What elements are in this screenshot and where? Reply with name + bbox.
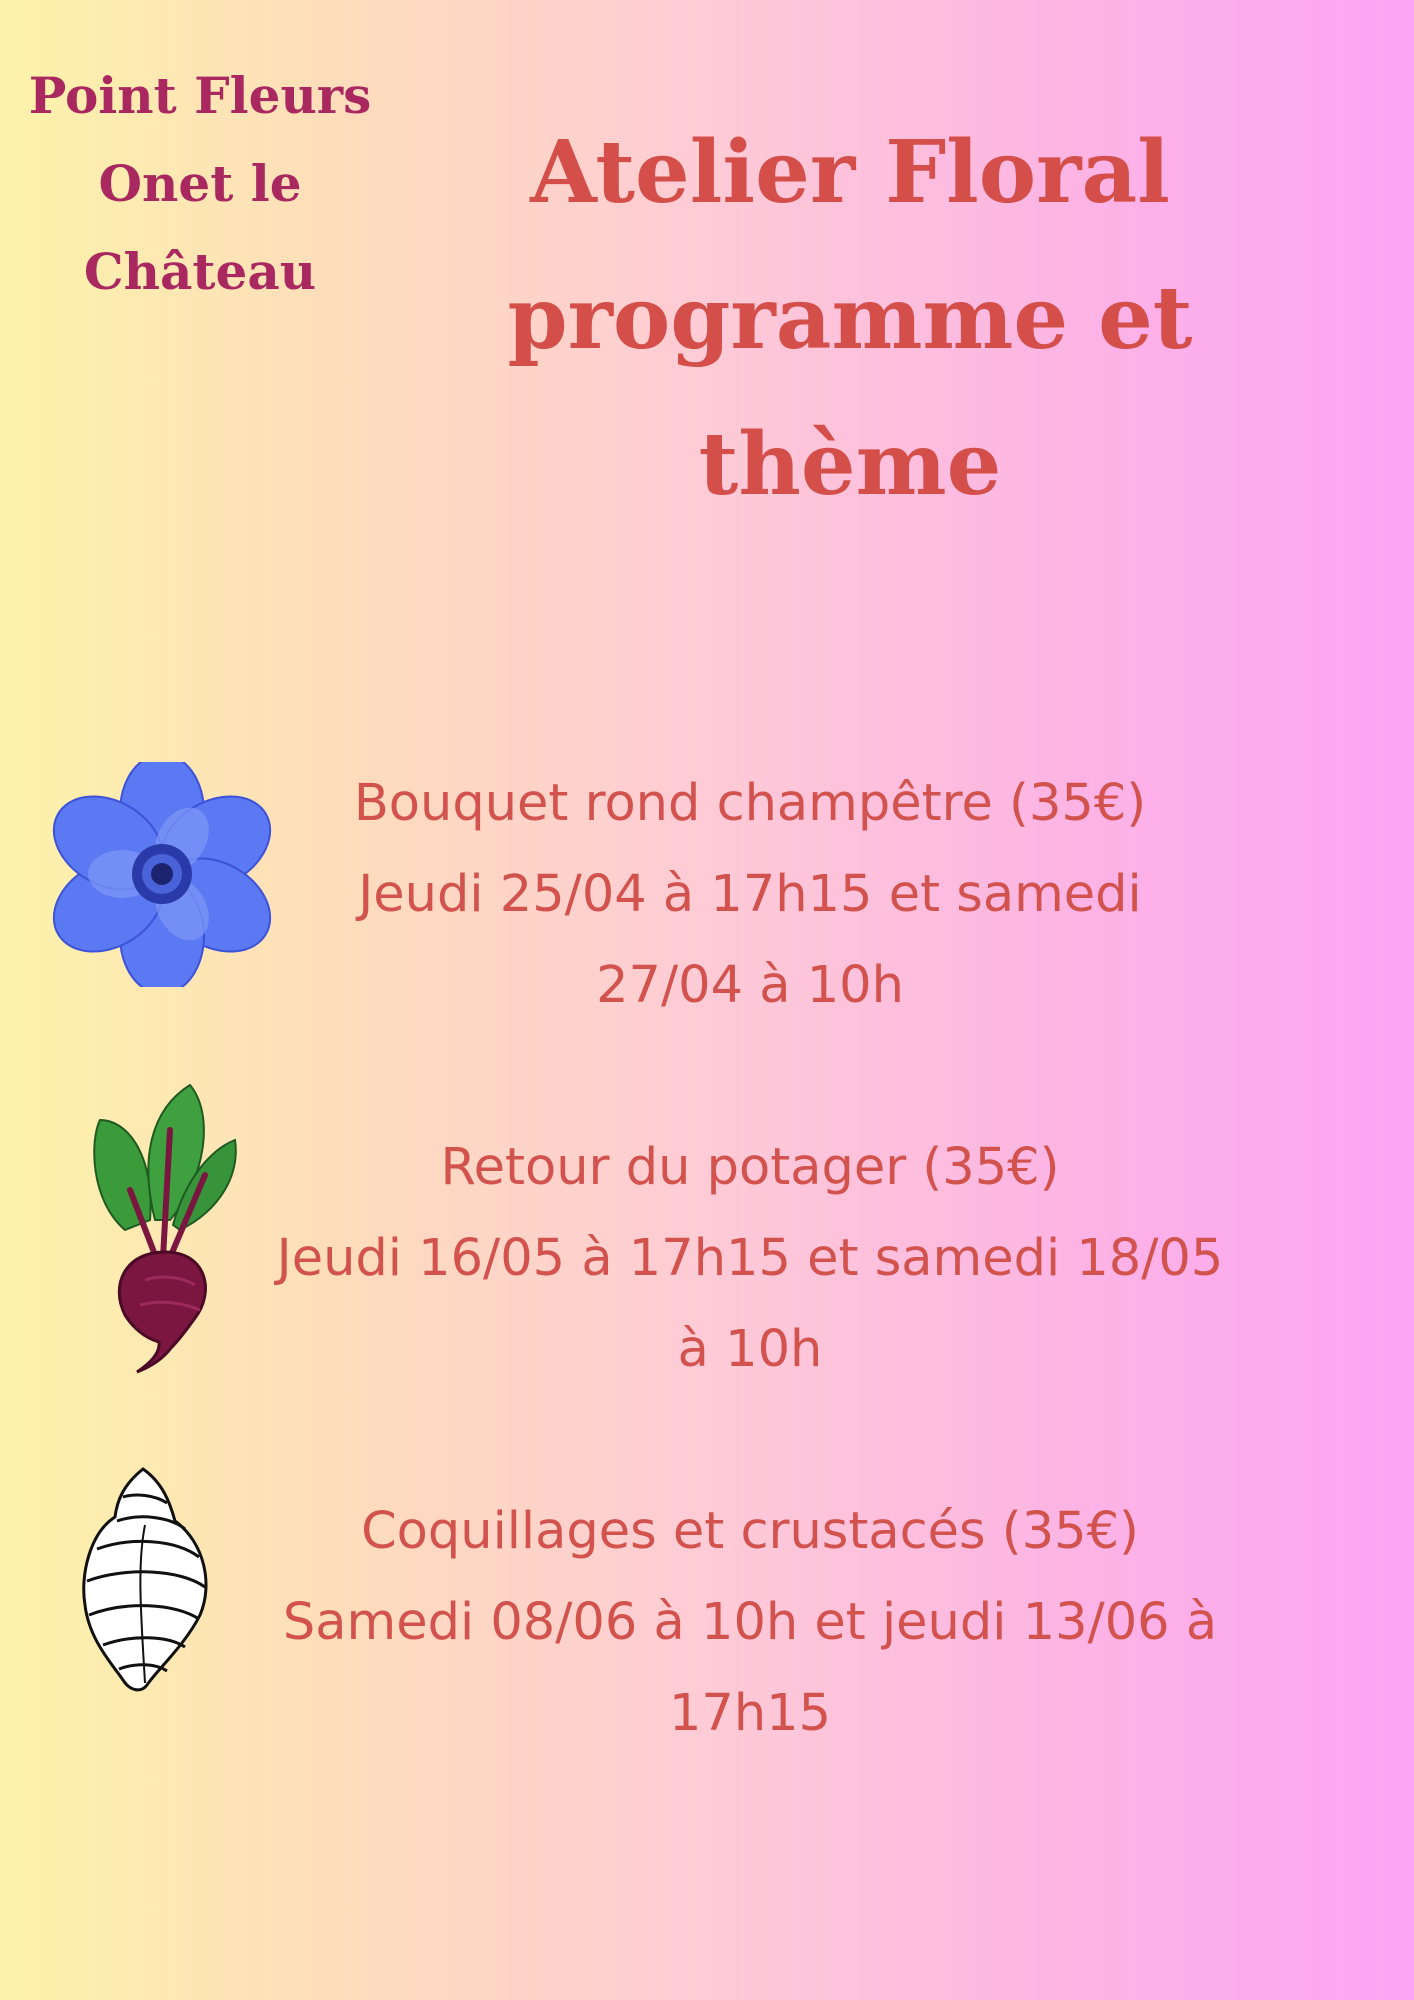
workshop-dates: Jeudi 16/05 à 17h15 et samedi 18/05 bbox=[276, 1229, 1224, 1288]
shop-name-line-1: Point Fleurs bbox=[28, 66, 372, 125]
workshop-coquillages bbox=[190, 1486, 1310, 1759]
workshop-retour-potager bbox=[190, 1122, 1310, 1395]
title-line-3: thème bbox=[698, 414, 1002, 515]
workshop-dates: Jeudi 25/04 à 17h15 et samedi bbox=[358, 865, 1142, 924]
workshop-dates-continued: 17h15 bbox=[668, 1684, 832, 1743]
workshop-dates: Samedi 08/06 à 10h et jeudi 13/06 à bbox=[282, 1593, 1218, 1652]
title-line-1: Atelier Floral bbox=[530, 122, 1170, 223]
title-line-2: programme et bbox=[507, 268, 1193, 369]
workshop-bouquet-rond bbox=[190, 758, 1310, 1031]
workshop-dates-continued: 27/04 à 10h bbox=[596, 956, 904, 1015]
shop-name-line-2: Onet le bbox=[98, 154, 302, 213]
workshop-title: Retour du potager (35€) bbox=[440, 1138, 1060, 1197]
workshop-dates-continued: à 10h bbox=[677, 1320, 823, 1379]
shop-name-line-3: Château bbox=[83, 242, 317, 301]
shop-name bbox=[25, 52, 375, 316]
workshop-title: Bouquet rond champêtre (35€) bbox=[353, 774, 1147, 833]
page-title bbox=[440, 100, 1260, 538]
workshop-title: Coquillages et crustacés (35€) bbox=[361, 1502, 1139, 1561]
